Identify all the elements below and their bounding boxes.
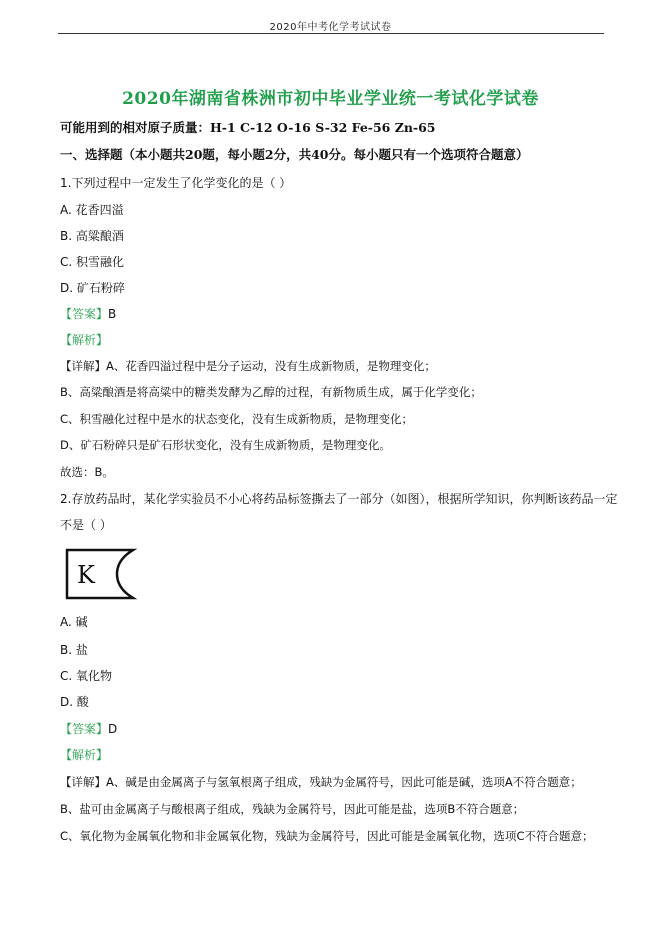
detail-line: C、积雪融化过程中是水的状态变化，没有生成新物质，是物理变化； <box>60 412 414 426</box>
answer-line <box>60 306 116 322</box>
detail-line: 【详解】A、碱是由金属离子与氢氧根离子组成，残缺为金属符号，因此可能是碱，选项A不符合题意； <box>60 775 582 789</box>
answer-tag: 【答案】 <box>60 722 109 736</box>
page-title: 2020年湖南省株洲市初中毕业学业统一考试化学试卷 <box>122 89 539 109</box>
torn-label-figure <box>63 548 137 600</box>
detail-line: C、氧化物为金属氧化物和非金属氧化物，残缺为金属符号，因此可能是金属氧化物，选项C不符合题意； <box>60 829 594 843</box>
option-c: C. 氧化物 <box>60 669 113 683</box>
option-d: D. 酸 <box>60 695 89 709</box>
option-b: B. 盐 <box>60 643 88 657</box>
question-stem: 1.下列过程中一定发生了化学变化的是（ ） <box>60 176 292 190</box>
header-text: 2020年中考化学考试试卷 <box>269 22 392 33</box>
option-d: D. 矿石粉碎 <box>60 281 125 295</box>
question-stem: 2.存放药品时，某化学实验员不小心将药品标签撕去了一部分（如图），根据所学知识，你判断该药品一定 <box>60 492 618 506</box>
option-a: A. 碱 <box>60 615 88 629</box>
option-b: B. 高粱酿酒 <box>60 229 124 243</box>
answer-tag: 【答案】 <box>60 307 109 321</box>
answer-value: D <box>108 722 118 736</box>
answer-value: B <box>108 307 117 321</box>
label-letter: K <box>77 561 95 589</box>
atomic-masses: 可能用到的相对原子质量：H-1 C-12 O-16 S-32 Fe-56 Zn-65 <box>60 120 436 135</box>
detail-line: B、盐可由金属离子与酸根离子组成，残缺为金属符号，因此可能是盐，选项B不符合题意； <box>60 802 525 816</box>
header-rule <box>58 33 604 34</box>
answer-line <box>60 721 117 737</box>
detail-line: 【详解】A、花香四溢过程中是分子运动，没有生成新物质，是物理变化； <box>60 359 436 373</box>
option-c: C. 积雪融化 <box>60 255 125 269</box>
analysis-tag: 【解析】 <box>60 333 109 347</box>
section-heading: 一、选择题（本小题共20题，每小题2分，共40分。每小题只有一个选项符合题意） <box>60 147 529 162</box>
detail-line: B、高粱酿酒是将高粱中的糖类发酵为乙醇的过程，有新物质生成，属于化学变化； <box>60 385 482 399</box>
question-stem-continued: 不是（ ） <box>60 518 112 532</box>
choice-line: 故选：B。 <box>60 465 114 479</box>
option-a: A. 花香四溢 <box>60 203 124 217</box>
analysis-tag: 【解析】 <box>60 748 109 762</box>
detail-line: D、矿石粉碎只是矿石形状变化，没有生成新物质，是物理变化。 <box>60 438 391 452</box>
